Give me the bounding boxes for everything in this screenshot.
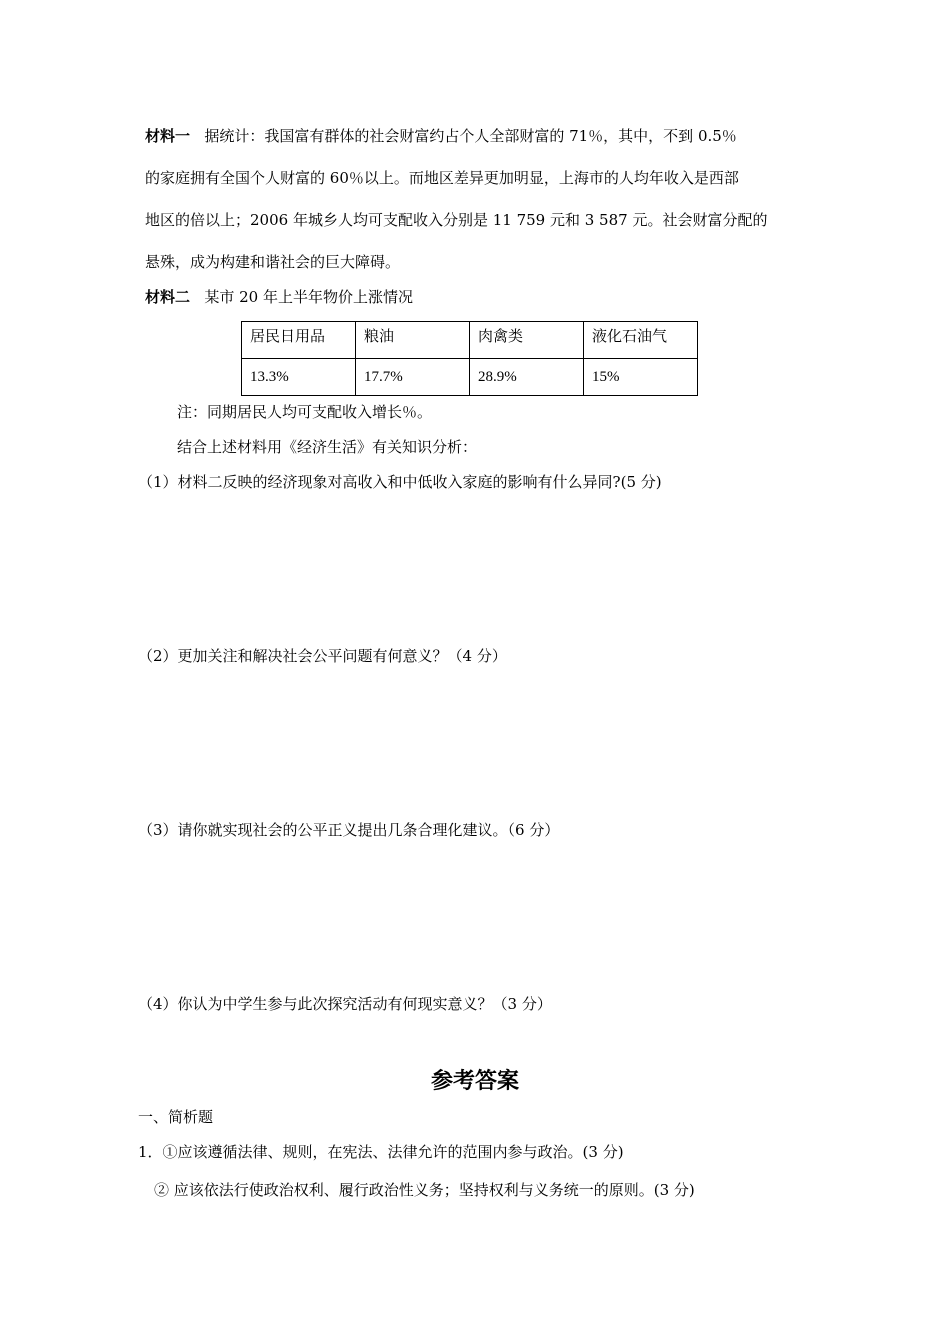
- table-header-cell: 粮油: [356, 322, 470, 359]
- material-one-text: 据统计：我国富有群体的社会财富约占个人全部财富的 71％，其中，不到 0.5％: [204, 127, 737, 145]
- question-2: （2）更加关注和解决社会公平问题有何意义？（4 分）: [138, 647, 507, 665]
- answer-1: 1．①应该遵循法律、规则，在宪法、法律允许的范围内参与政治。(3 分): [138, 1143, 624, 1161]
- table-note: 注：同期居民人均可支配收入增长％。: [177, 403, 433, 421]
- table-header-cell: 居民日用品: [242, 322, 356, 359]
- price-table: [241, 321, 698, 396]
- answers-section: 一、简析题: [138, 1108, 214, 1126]
- material-one-line-3: 地区的倍以上；2006 年城乡人均可支配收入分别是 11 759 元和 3 587 元。社会财富分配的: [145, 211, 768, 229]
- material-one-line-1: [145, 126, 737, 146]
- material-one-line-2: 的家庭拥有全国个人财富的 60％以上。而地区差异更加明显，上海市的人均年收入是西部: [145, 169, 739, 187]
- question-1: （1）材料二反映的经济现象对高收入和中低收入家庭的影响有什么异同?(5 分): [138, 473, 662, 491]
- table-header-cell: 液化石油气: [584, 322, 698, 359]
- answer-2: ② 应该依法行使政治权利、履行政治性义务；坚持权利与义务统一的原则。(3 分): [154, 1181, 695, 1199]
- instruction: 结合上述材料用《经济生活》有关知识分析：: [177, 438, 478, 456]
- price-table-value-row: [242, 359, 698, 396]
- table-value-cell: 28.9%: [470, 359, 584, 396]
- price-table-header-row: [242, 322, 698, 359]
- material-two-title: 某市 20 年上半年物价上涨情况: [204, 288, 413, 306]
- table-header-cell: 肉禽类: [470, 322, 584, 359]
- material-two-label: 材料二: [145, 288, 191, 306]
- answers-heading: 参考答案: [430, 1069, 519, 1094]
- question-3: （3）请你就实现社会的公平正义提出几条合理化建议。（6 分）: [138, 821, 560, 839]
- question-4: （4）你认为中学生参与此次探究活动有何现实意义？（3 分）: [138, 995, 552, 1013]
- material-one-label: 材料一: [145, 127, 191, 145]
- table-value-cell: 13.3%: [242, 359, 356, 396]
- table-value-cell: 15%: [584, 359, 698, 396]
- material-two-heading: [145, 287, 413, 307]
- table-value-cell: 17.7%: [356, 359, 470, 396]
- material-one-line-4: 悬殊，成为构建和谐社会的巨大障碍。: [145, 253, 401, 271]
